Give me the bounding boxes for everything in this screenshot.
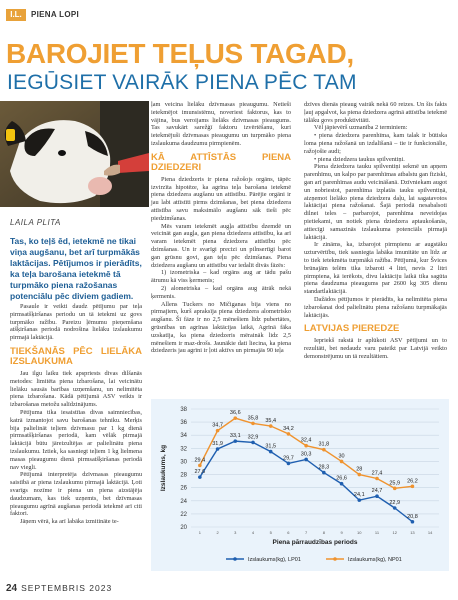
data-point bbox=[251, 441, 255, 445]
data-label: 27,4 bbox=[371, 470, 383, 477]
data-point bbox=[233, 416, 237, 420]
data-label: 28,3 bbox=[318, 464, 330, 471]
data-point bbox=[340, 482, 344, 486]
data-point bbox=[198, 464, 202, 468]
data-label: 30 bbox=[338, 453, 345, 460]
list-item: 2) alometriska – kad orgāns aug ātrāk nekā ķermenis. bbox=[151, 284, 291, 300]
data-point bbox=[287, 432, 291, 436]
section-name: PIENA LOPI bbox=[31, 10, 80, 19]
x-tick-label: 3 bbox=[234, 530, 237, 535]
page-number: 24 bbox=[6, 583, 18, 594]
byline: LAILA PLITA bbox=[10, 218, 61, 227]
paragraph: dzīves dienās pieaug vairāk nekā 60 reizes. Un šis fakts ļauj apgalvot, ka piena dziedzera agrīnā attīstība ietekmē tālāku govs produktivitāti. bbox=[304, 101, 448, 124]
column-3 bbox=[304, 101, 447, 361]
chart-svg bbox=[151, 399, 449, 571]
data-label: 32,4 bbox=[300, 437, 312, 444]
data-point bbox=[375, 494, 379, 498]
x-tick-label: 2 bbox=[216, 530, 219, 535]
paragraph: Pētījuma tika iesaistītas divas saimniecības, katrā izmantojot savu barošanas tehniku. Merķis bija palielināt teļiem dzīvmasu par 1 kg dienā pirmsatšķiršanas periodā, kam vēlāk pirmajā laktācijā būtu jāreizultējas ar palielinātu piena izslaukumu. Iztiek, ka sasniegt teļiem 1 kg lielmena masas pieaugumu dienā pirmsatšķiršanas periodā nav viegli. bbox=[10, 408, 142, 471]
x-tick-label: 8 bbox=[322, 530, 325, 535]
legend-label: Izslaukums(kg), LP01 bbox=[248, 557, 301, 563]
x-tick-label: 14 bbox=[427, 530, 433, 535]
data-label: 26,2 bbox=[407, 478, 418, 485]
y-tick-label: 28 bbox=[180, 472, 187, 479]
data-label: 20,8 bbox=[407, 513, 418, 520]
paragraph: Allens Tuckers no Mičiganas bija viens no pirmajiem, kurš apraksīja piena dziedzera alometrisko augšanu. Šī fāze ir no 2,5 mēnešiem līdz pubertātes, grūsnības un agrīnas laktācijas laikā, Agrīnā fāka uzskatīja, ka piena dziedzeris mēraināk lidz 2,5 mēnešiem ir maz-drošs. Jaunākie dati liecina, ka piena dziedzeris jau agrīni ir ļoti aktīvs un pirmajās 90 teļa bbox=[151, 300, 291, 355]
data-label: 33,1 bbox=[229, 433, 241, 440]
page-footer bbox=[6, 583, 112, 594]
y-tick-label: 26 bbox=[180, 485, 187, 492]
data-point bbox=[322, 471, 326, 475]
data-label: 32,9 bbox=[247, 434, 259, 441]
list-item: 1) izometriska – kad orgāns aug ar tādu pašu ātrumu kā viss ķermenis; bbox=[151, 269, 291, 285]
x-tick-label: 4 bbox=[251, 530, 255, 535]
column-1 bbox=[10, 303, 142, 526]
data-point bbox=[269, 450, 273, 454]
data-label: 35,4 bbox=[265, 418, 277, 425]
data-label: 31,9 bbox=[212, 440, 223, 447]
data-point bbox=[357, 498, 361, 502]
milk-yield-chart bbox=[151, 399, 449, 571]
data-point bbox=[322, 448, 326, 452]
list-item: • piena dziedzera taukus spilventiņi. bbox=[314, 155, 405, 163]
paragraph: Jāņem vērā, ka arī labāka izmitināte te- bbox=[20, 518, 119, 526]
data-label: 22,9 bbox=[389, 499, 401, 506]
x-tick-label: 13 bbox=[410, 530, 415, 535]
y-axis-label: Izslaukums, kg bbox=[160, 444, 167, 492]
data-label: 24,1 bbox=[353, 492, 365, 499]
x-tick-label: 7 bbox=[305, 530, 308, 535]
data-point bbox=[393, 506, 397, 510]
data-point bbox=[411, 520, 415, 524]
data-label: 30,3 bbox=[300, 451, 312, 458]
y-tick-label: 34 bbox=[180, 433, 187, 440]
data-label: 36,6 bbox=[229, 410, 241, 417]
data-label: 29,7 bbox=[283, 455, 294, 462]
issue-label: SEPTEMBRIS 2023 bbox=[21, 583, 113, 593]
data-label: 31,5 bbox=[265, 443, 277, 450]
data-point bbox=[411, 485, 415, 489]
paragraph: Dažādos pētījumos ir pierādīts, ka nelimitēta piena izbarošanai dod palielinātu piena ražošanu turpmākajās laktācijās. bbox=[304, 295, 447, 319]
y-tick-label: 38 bbox=[180, 407, 187, 413]
data-label: 26,6 bbox=[336, 475, 347, 482]
legend-label: Izslaukums(kg), NP01 bbox=[348, 557, 402, 563]
data-point bbox=[269, 424, 273, 428]
data-label: 35,8 bbox=[247, 415, 259, 422]
lead-paragraph: Tas, ko teļš ēd, ietekmē ne tikai viņa augšanu, bet arī turpmākās laktācijas. Pētījumos ir pierādīts, ka teļa barošana ietekmē tā turpmāko piena ražošanas potenciālu pēc diviem gadiem. bbox=[10, 236, 142, 301]
data-label: 34,2 bbox=[283, 425, 294, 432]
x-tick-label: 11 bbox=[374, 530, 380, 535]
x-tick-label: 1 bbox=[198, 530, 201, 535]
data-label: 34,7 bbox=[212, 422, 223, 429]
data-label: 31,8 bbox=[318, 441, 330, 448]
paragraph: Piena dziedzera tauku spilventiņi sekmē un apņem parenhīmu, un kalpo par parenhīmas atbalstu gan fiziski, gan arī parenhīmas audu veicināšanā. Dzīvniekam augot un nobriestot, parenhīma izplatās tauku spilventiņā, aizņemot lielāko piena dziedzera daļu, lai sagatavotos laktācijai piena ražošanai. Šajā periodā nesabalsoti dilnei teles – parbarojot, parenhīma neveidojas pietiekami, un notiek piena dziedzera aptaukošanās, attiecīgi samazinās izslaukuma potenciāls pirmajā laktācijā. bbox=[304, 163, 447, 241]
subheading: KĀ ATTĪSTĀS PIENA DZIEDZERI bbox=[151, 151, 291, 173]
data-point bbox=[233, 439, 237, 443]
legend-marker bbox=[233, 557, 237, 561]
data-point bbox=[304, 458, 308, 462]
headline-line2: IEGŪSIET VAIRĀK PIENA PĒC TAM bbox=[7, 71, 357, 94]
subheading: TIEKŠANĀS PĒC LIELĀKA IZSLAUKUMA bbox=[10, 345, 142, 367]
column-2 bbox=[151, 101, 291, 355]
headline-line1: BAROJIET TEĻUS TAGAD, bbox=[6, 38, 354, 69]
y-tick-label: 36 bbox=[180, 420, 187, 427]
x-tick-label: 10 bbox=[357, 530, 362, 535]
paragraph: Pētījumā interpretēja dzīvmasas pieaugumu saistībā ar piena izslaukumu pirmajā laktācijā. Ļoti svarīgs nozīme ir piena un piena aizstājēja daudzumam, kas tiek uzņemts, bet dzīvmasas pieaugumu agrīnā augšanas periodā ietekmē arī citi faktori. bbox=[10, 471, 142, 518]
paragraph: Pasaule ir veikti daudz pētījumu par teļa pirmsatšķiršanas periodu un tā ietekmi uz govs turpmāko ražību. Pareizu ļēmumu pieņemšana atšķiršanas periodā nodrošina lielāku izslaukumu pirmajā laktācijā. bbox=[10, 303, 142, 342]
data-point bbox=[216, 447, 220, 451]
data-point bbox=[287, 462, 291, 466]
subheading: LATVIJAS PIEREDZE bbox=[304, 323, 400, 335]
list-item: • piena dziedzera parenhīma, kam talak ir būtiska loma piena ražošanā un izdalīšanā – tie ir funkcionālie, ražojošie audi; bbox=[304, 132, 447, 155]
x-tick-label: 6 bbox=[287, 530, 290, 535]
data-point bbox=[216, 429, 220, 433]
legend-marker bbox=[333, 557, 337, 561]
y-tick-label: 22 bbox=[180, 511, 187, 518]
data-label: 29,4 bbox=[194, 457, 206, 464]
paragraph: Mēs varam ietekmēt augļa attīstību dzemdē un veicināt gan augļa, gan piena dziedzera attīstību, ka arī varam ietekmēt piena dziedzera attīstību pēc dzimšanas. Un ir svarīgi precizi un pilnsertīgi barot gan grūsnu govi, gan teļu pēc dzimšanas. Piena dziedzera augšanu un attīstību var iedalīt divās fāzēs: bbox=[151, 222, 291, 269]
data-label: 28 bbox=[356, 466, 363, 473]
paragraph: ļam veicina lielāku dzīvmasas pieaugumu. Netieši ietekmējot imunsistēmu, noveriest faktorus, kas to vājina, bus veroijams lielāks dzīvmasas pieaugums. Tas savukārt sarežģī faktoru izvērtēšanu, kuri ietekmējuši dzīvmasas pieaugumu un turpmāko piena izslaukuma daudzumu pirmpienēm. bbox=[151, 101, 291, 147]
paragraph: Ir zināms, ka, izbarojot pirmpienu ar augstāku uzturvērtību, tiek sasniegta labāka imunitāte un līdz ar to tiek ietekmēta turpmākā ražība. Pētījumā, kur Švices brūnajām telēm tika izbaroti 4 litri, nevis 2 litri pirmpiena, kā ierēkots, divu laktāciju laikā tika sagūta piena daudzuma pieaugums par 2600 kg 305 dienu standartlaktācijā. bbox=[304, 241, 447, 296]
data-point bbox=[198, 475, 202, 479]
data-label: 25,9 bbox=[389, 480, 401, 487]
paragraph: Vēl jāpievērš uzmanība 2 terminiem: bbox=[314, 124, 408, 132]
data-label: 27,6 bbox=[194, 469, 206, 476]
calf-photo bbox=[0, 101, 149, 207]
y-tick-label: 24 bbox=[180, 498, 187, 505]
section-badge: I.L. bbox=[6, 9, 26, 21]
x-tick-label: 9 bbox=[340, 530, 343, 535]
data-label: 24,7 bbox=[371, 488, 383, 495]
data-point bbox=[375, 477, 379, 481]
paragraph: Iepriekš rakstā ir aplūkoti ASV pētījumi un to rezultāti, bet nedaudz varu pateikt par Latvijā veikto demonstrējumu un tā rezultātiem. bbox=[304, 337, 447, 360]
y-tick-label: 20 bbox=[180, 525, 187, 531]
x-axis-label: Piena pārraudzības periods bbox=[272, 539, 358, 546]
data-point bbox=[340, 460, 344, 464]
data-point bbox=[393, 487, 397, 491]
data-point bbox=[304, 444, 308, 448]
data-point bbox=[251, 422, 255, 426]
x-tick-label: 12 bbox=[392, 530, 397, 535]
y-tick-label: 32 bbox=[180, 446, 187, 453]
data-point bbox=[357, 473, 361, 477]
paragraph: Piena dziedzeris ir piena ražošojs orgāns, tāpēc izvirzīta hipotēze, ka agrīna teļa barošana ietekmē piena dziedzera augšanu un attīstību. Pārējie orgāni ir jau labi attīstīti pirms dzimšanas, bet piena dziedzera attīstība savu maksimālo augšanu sāk tieši pēc piedzimšanas. bbox=[151, 175, 291, 222]
paragraph: Jau ilgu laiku tiek apspriests divas dilšanās metodes: limitēta piena izbarošana, lai veicinātu lielāku sausās barības uzņemšanu, un nelimitēta piena izbarošana. Kādā pētījumā ASV veikts ir izbarošanas metožu salīdzinājums. bbox=[10, 369, 142, 409]
x-tick-label: 5 bbox=[269, 530, 272, 535]
y-tick-label: 30 bbox=[180, 459, 187, 466]
